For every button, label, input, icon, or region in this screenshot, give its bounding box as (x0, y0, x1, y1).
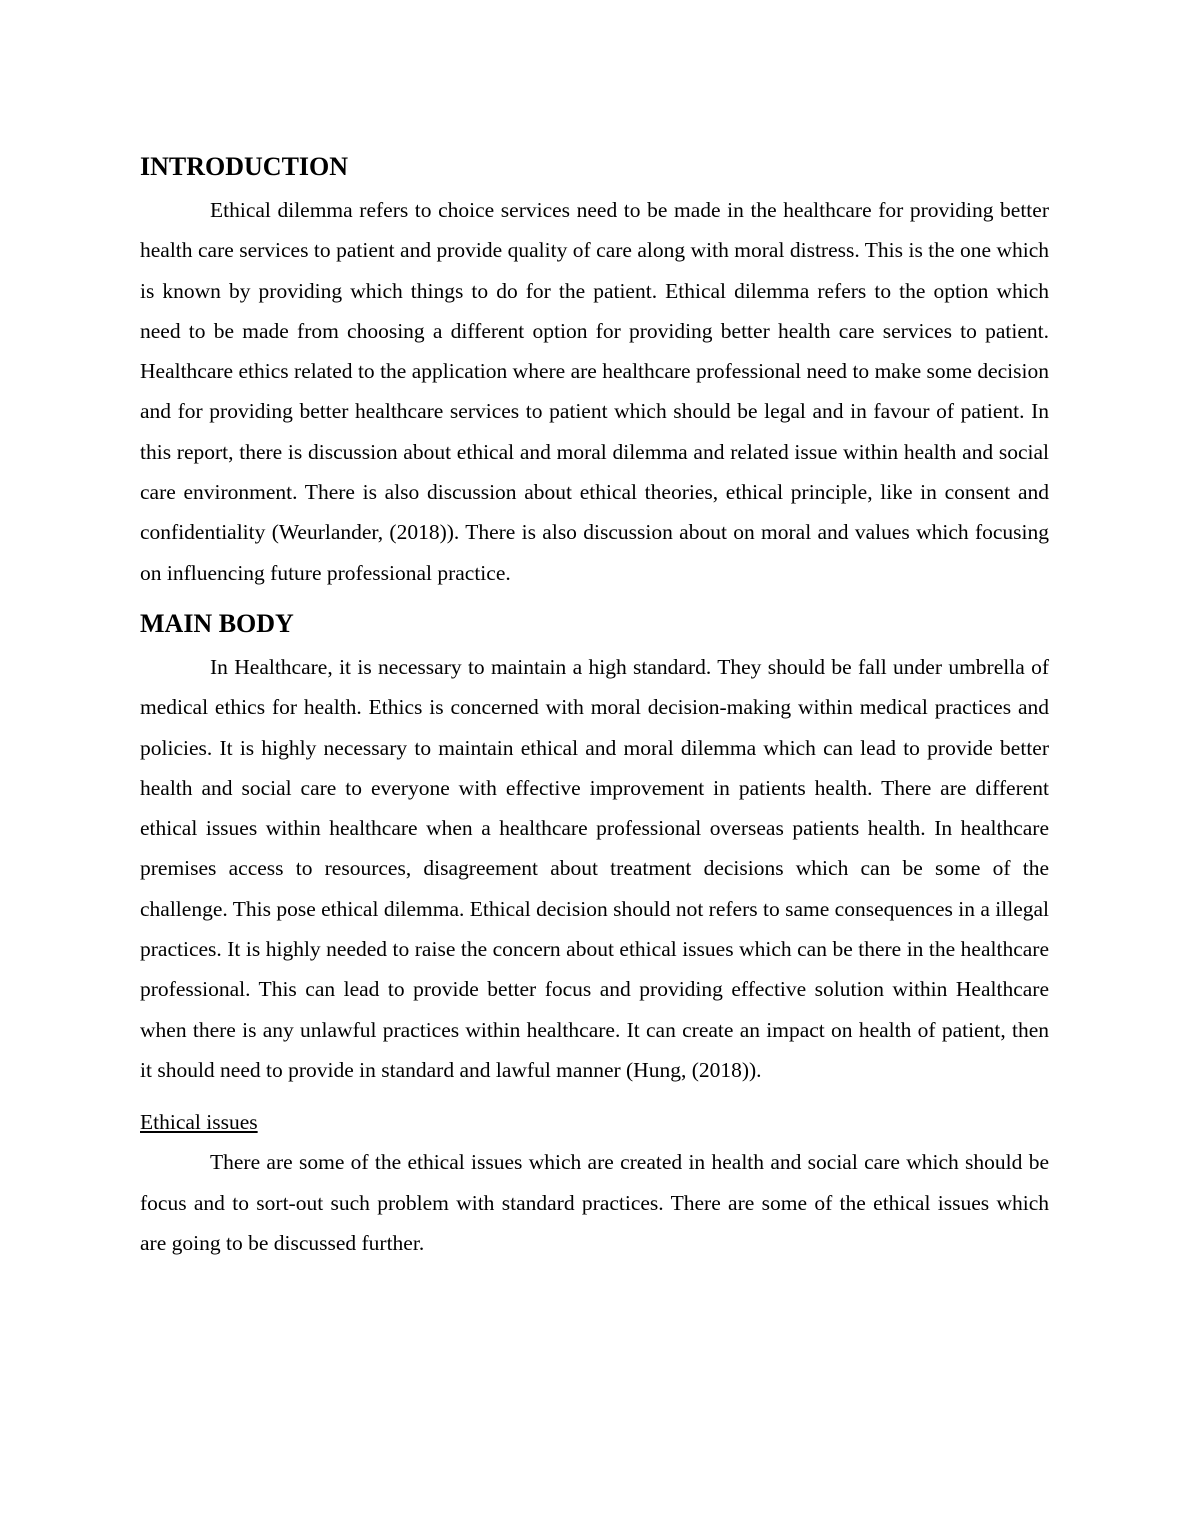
introduction-heading: INTRODUCTION (140, 152, 349, 181)
main-body-paragraph: In Healthcare, it is necessary to maintain a high standard. They should be fall under umbrella of medical ethics for health. Ethics is concerned with moral decision-making within medical practices and policies. It is highly necessary to maintain ethical and moral dilemma which can lead to provide better health and social care to everyone with effective improvement in patients health. There are different ethical issues within healthcare when a healthcare professional overseas patients health. In healthcare premises access to resources, disagreement about treatment decisions which can be some of the challenge. This pose ethical dilemma. Ethical decision should not refers to same consequences in a illegal practices. It is highly needed to raise the concern about ethical issues which can be there in the healthcare professional. This can lead to provide better focus and providing effective solution within Healthcare when there is any unlawful practices within healthcare. It can create an impact on health of patient, then it should need to provide in standard and lawful manner (Hung, (2018)). (140, 654, 1049, 1082)
ethical-issues-heading: Ethical issues (140, 1110, 258, 1135)
ethical-issues-paragraph: There are some of the ethical issues which are created in health and social care which should be focus and to sort-out such problem with standard practices. There are some of the ethical issues which are going to be discussed further. (140, 1150, 1049, 1255)
document-page (140, 148, 1049, 1263)
introduction-paragraph: Ethical dilemma refers to choice services need to be made in the healthcare for providing better health care services to patient and provide quality of care along with moral distress. This is the one which is known by providing which things to do for the patient. Ethical dilemma refers to the option which need to be made from choosing a different option for providing better health care services to patient. Healthcare ethics related to the application where are healthcare professional need to make some decision and for providing better healthcare services to patient which should be legal and in favour of patient. In this report, there is discussion about ethical and moral dilemma and related issue within health and social care environment. There is also discussion about ethical theories, ethical principle, like in consent and confidentiality (Weurlander, (2018)). There is also discussion about on moral and values which focusing on influencing future professional practice. (140, 198, 1049, 585)
main-body-heading: MAIN BODY (140, 608, 294, 638)
